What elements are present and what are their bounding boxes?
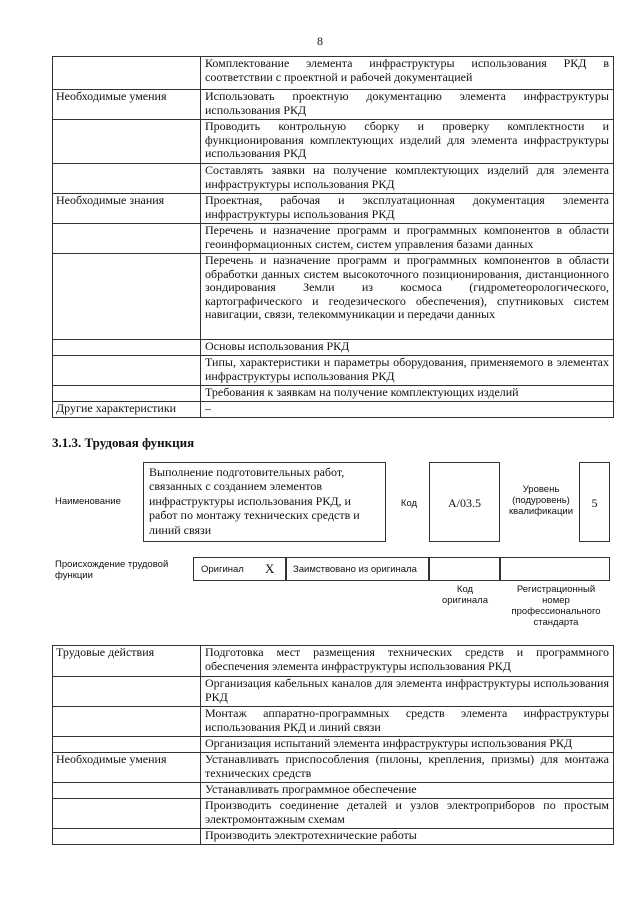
row-label: Трудовые действия <box>53 646 201 677</box>
row-value: Перечень и назначение программ и программных компонентов в области обработки данных систем высокоточного позиционирования, дистанционного зондирования Земли из космоса (гидрометеорологического, картографического и геодезического обеспечения), спутниковых систем навигации, связи, телекоммуникации и передачи данных <box>201 254 614 340</box>
table-row <box>53 829 614 845</box>
table-row <box>53 737 614 753</box>
row-value: Производить соединение деталей и узлов электроприборов по простым электромонтажным схемам <box>201 799 614 829</box>
row-label <box>53 224 201 254</box>
table-row <box>53 57 614 90</box>
function-name: Выполнение подготовительных работ, связанных с созданием элементов инфраструктуры использования РКД, и работ по монтажу технических средств и линий связи <box>149 465 360 537</box>
row-label <box>53 707 201 737</box>
row-label <box>53 57 201 90</box>
row-label <box>53 356 201 386</box>
section-title: 3.1.3. Трудовая функция <box>52 435 195 450</box>
row-value: Использовать проектную документацию элемента инфраструктуры использования РКД <box>201 90 614 120</box>
row-label <box>53 340 201 356</box>
actions-skills-table <box>52 645 614 845</box>
borrowed-label: Заимствовано из оригинала <box>293 564 417 575</box>
table-row <box>53 799 614 829</box>
original-mark: X <box>265 561 275 576</box>
table-row <box>53 164 614 194</box>
level-label: Уровень (подуровень) квалификации <box>508 484 574 517</box>
function-code: А/03.5 <box>448 496 481 510</box>
table-row <box>53 753 614 783</box>
table-row <box>53 224 614 254</box>
row-value: Типы, характеристики и параметры оборудования, применяемого в элементах инфраструктуры использования РКД <box>201 356 614 386</box>
row-label <box>53 386 201 402</box>
row-value: Устанавливать приспособления (пилоны, крепления, призмы) для монтажа технических средств <box>201 753 614 783</box>
row-label: Необходимые знания <box>53 194 201 224</box>
borrowed-cell <box>286 557 429 581</box>
table-row <box>53 707 614 737</box>
row-label <box>53 737 201 753</box>
row-label <box>53 677 201 707</box>
row-value: Перечень и назначение программ и программных компонентов в области геоинформационных систем, систем управления базами данных <box>201 224 614 254</box>
row-value: – <box>201 402 614 418</box>
row-value: Организация кабельных каналов для элемента инфраструктуры использования РКД <box>201 677 614 707</box>
function-code-box <box>429 462 500 542</box>
row-value: Составлять заявки на получение комплектующих изделий для элемента инфраструктуры использования РКД <box>201 164 614 194</box>
original-label: Оригинал <box>201 564 244 575</box>
table-row <box>53 340 614 356</box>
reg-number-cell <box>500 557 610 581</box>
row-label <box>53 799 201 829</box>
reg-number-label: Регистрационный номер профессионального стандарта <box>511 584 601 628</box>
code-label: Код <box>400 498 418 509</box>
row-value: Проводить контрольную сборку и проверку комплектности и функционирования комплектующих изделий для элемента инфраструктуры использования РКД <box>201 120 614 164</box>
level-value: 5 <box>591 496 598 510</box>
row-value: Монтаж аппаратно-программных средств элемента инфраструктуры использования РКД и линий связи <box>201 707 614 737</box>
row-value: Устанавливать программное обеспечение <box>201 783 614 799</box>
table-row <box>53 356 614 386</box>
row-label <box>53 783 201 799</box>
skills-knowledge-table <box>52 56 614 418</box>
table-row <box>53 386 614 402</box>
original-cell <box>193 557 286 581</box>
row-label <box>53 164 201 194</box>
row-value: Комплектование элемента инфраструктуры использования РКД в соответствии с проектной и рабочей документацией <box>201 57 614 90</box>
table-row <box>53 120 614 164</box>
name-label: Наименование <box>55 496 121 507</box>
table-row <box>53 402 614 418</box>
level-box <box>579 462 610 542</box>
row-label <box>53 829 201 845</box>
row-label <box>53 254 201 340</box>
row-label: Необходимые умения <box>53 753 201 783</box>
row-value: Основы использования РКД <box>201 340 614 356</box>
row-value: Организация испытаний элемента инфраструктуры использования РКД <box>201 737 614 753</box>
page-number: 8 <box>317 34 323 48</box>
table-row <box>53 90 614 120</box>
row-value: Требования к заявкам на получение комплектующих изделий <box>201 386 614 402</box>
table-row <box>53 783 614 799</box>
row-value: Подготовка мест размещения технических средств и программного обеспечения элемента инфраструктуры использования РКД <box>201 646 614 677</box>
origin-code-cell <box>429 557 500 581</box>
table-row <box>53 646 614 677</box>
row-value: Производить электротехнические работы <box>201 829 614 845</box>
origin-code-label: Код оригинала <box>441 584 488 606</box>
row-value: Проектная, рабочая и эксплуатационная документация элемента инфраструктуры использования РКД <box>201 194 614 224</box>
table-row <box>53 254 614 340</box>
table-row <box>53 677 614 707</box>
row-label <box>53 120 201 164</box>
row-label: Необходимые умения <box>53 90 201 120</box>
row-label: Другие характеристики <box>53 402 201 418</box>
function-name-box <box>143 462 386 542</box>
table-row <box>53 194 614 224</box>
origin-label: Происхождение трудовой функции <box>55 559 169 581</box>
